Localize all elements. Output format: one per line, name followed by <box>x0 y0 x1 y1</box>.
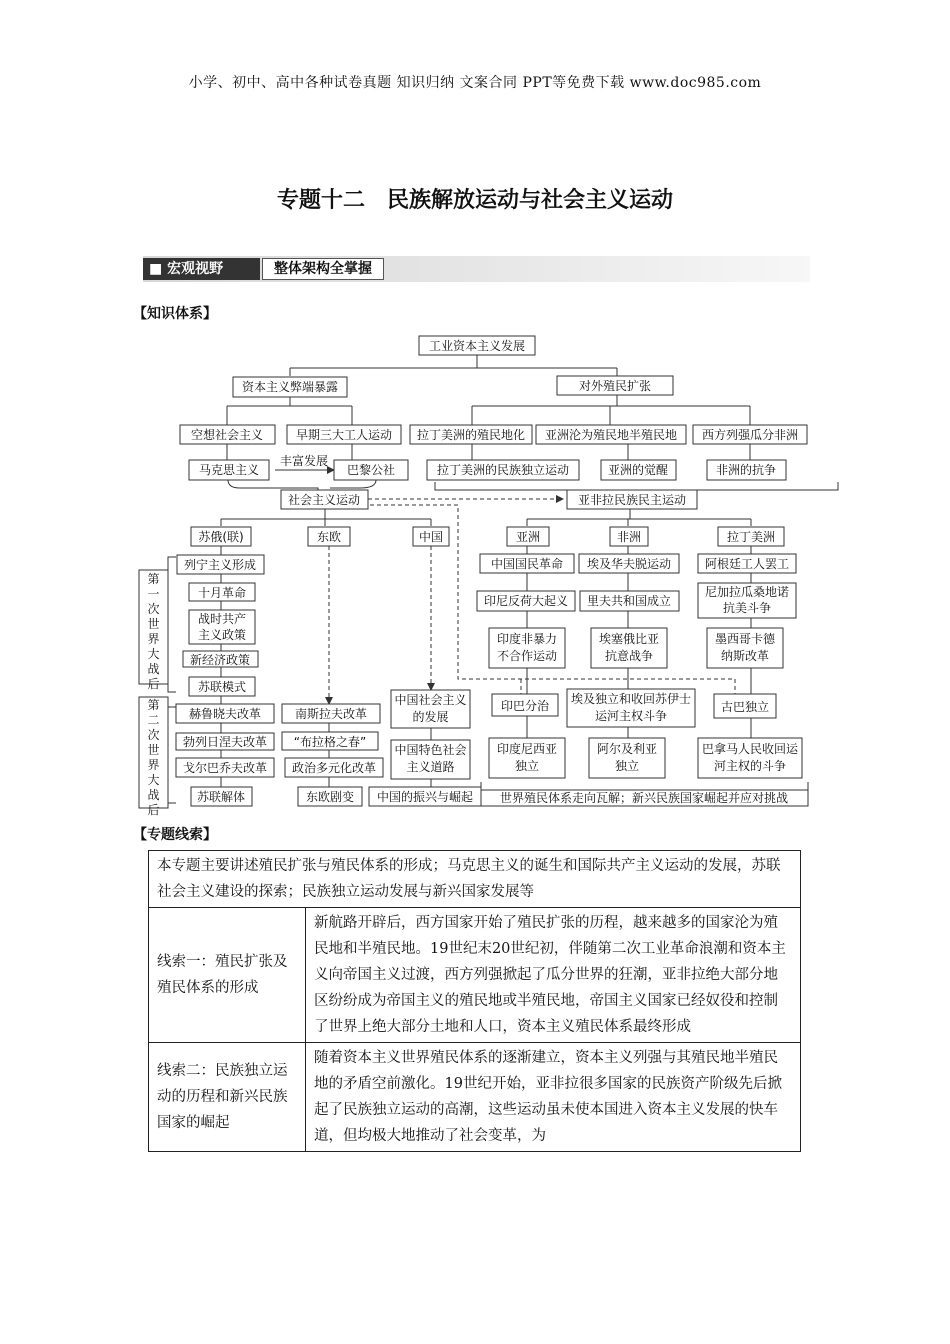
node-afroasian-movement: 亚非拉民族民主运动 <box>577 493 687 507</box>
node-ethiopia: 埃塞俄比亚抗意战争 <box>598 632 659 663</box>
node-october-revolution: 十月革命 <box>197 586 247 600</box>
node-prague-spring: “布拉格之春” <box>293 735 367 749</box>
node-latam-colonized: 拉丁美洲的殖民地化 <box>416 428 526 442</box>
node-africa: 非洲 <box>616 530 642 544</box>
node-socialist-movement: 社会主义运动 <box>287 493 361 507</box>
node-root: 工业资本主义发展 <box>428 339 526 353</box>
node-nep: 新经济政策 <box>189 653 251 667</box>
clue-2-text: 随着资本主义世界殖民体系的逐渐建立，资本主义列强与其殖民地半殖民地的矛盾空前激化。19世纪开始，亚非拉很多国家的民族资产阶级先后掀起了民族独立运动的高潮，这些运动虽未使本国进入资本主义发展的快车道，但均极大地推动了社会变革，为 <box>306 1043 801 1152</box>
clue-1-label: 线索一：殖民扩张及殖民体系的形成 <box>149 908 306 1043</box>
node-ussr-collapse: 苏联解体 <box>196 790 246 804</box>
page-title: 专题十二 民族解放运动与社会主义运动 <box>276 188 673 213</box>
node-east-europe: 东欧 <box>316 530 342 544</box>
node-china: 中国 <box>418 530 444 544</box>
node-algeria: 阿尔及利亚独立 <box>596 742 657 773</box>
node-yugoslavia: 南斯拉夫改革 <box>294 707 368 721</box>
node-rif-republic: 里夫共和国成立 <box>586 594 672 608</box>
node-china-characteristics: 中国特色社会主义道路 <box>394 743 467 774</box>
node-brezhnev: 勃列日涅夫改革 <box>182 735 268 749</box>
section-knowledge-system: 【知识体系】 <box>133 306 217 322</box>
node-suez: 埃及独立和收回苏伊士运河主权斗争 <box>571 692 692 723</box>
label-ww2-after: 第二次世界大战后 <box>147 698 160 817</box>
node-colonial-expansion: 对外殖民扩张 <box>578 379 652 393</box>
table-row <box>149 851 801 908</box>
label-ww1-after: 第一次世界大战后 <box>147 572 160 691</box>
node-indonesia-uprising: 印尼反荷大起义 <box>483 594 569 608</box>
clue-2-label: 线索二：民族独立运动的历程和新兴民族国家的崛起 <box>149 1043 306 1152</box>
label-enrich: 丰富发展 <box>279 454 329 468</box>
node-capitalism-flaws: 资本主义弊端暴露 <box>241 380 339 394</box>
node-india-pakistan: 印巴分治 <box>500 699 550 713</box>
node-political-pluralism: 政治多元化改革 <box>291 761 377 775</box>
node-africa-partition: 西方列强瓜分非洲 <box>701 428 799 442</box>
node-marxism: 马克思主义 <box>198 463 260 477</box>
banner-right-label: 整体架构全掌握 <box>262 258 384 280</box>
node-india-noncoop: 印度非暴力不合作运动 <box>496 632 557 663</box>
node-mexico-cardenas: 墨西哥卡德纳斯改革 <box>714 632 775 663</box>
node-latam-independence: 拉丁美洲的民族独立运动 <box>436 463 570 477</box>
node-indonesia-independence: 印度尼西亚独立 <box>496 742 557 773</box>
node-nicaragua: 尼加拉瓜桑地诺抗美斗争 <box>704 585 789 615</box>
clue-1-text: 新航路开辟后，西方国家开始了殖民扩张的历程，越来越多的国家沦为殖民地和半殖民地。19世纪末20世纪初，伴随第二次工业革命浪潮和资本主义向帝国主义过渡，西方列强掀起了瓜分世界的狂潮，亚非拉绝大部分地区纷纷成为帝国主义的殖民地或半殖民地，帝国主义国家已经奴役和控制了世界上绝大部分土地和人口，资本主义殖民体系最终形成 <box>306 908 801 1043</box>
node-china-socialism-dev: 中国社会主义的发展 <box>394 693 467 724</box>
node-asia-awakening: 亚洲的觉醒 <box>607 463 669 477</box>
node-paris-commune: 巴黎公社 <box>346 463 396 477</box>
page-header: 小学、初中、高中各种试卷真题 知识归纳 文案合同 PPT等免费下载 www.doc985.com <box>188 75 762 91</box>
node-latin-america: 拉丁美洲 <box>726 530 776 544</box>
node-ussr: 苏俄(联) <box>198 530 244 544</box>
node-chinese-revolution: 中国国民革命 <box>490 557 564 571</box>
node-asia: 亚洲 <box>515 530 541 544</box>
node-egypt-wafd: 埃及华夫脱运动 <box>586 557 672 571</box>
table-row <box>149 1043 801 1152</box>
node-world-summary: 世界殖民体系走向瓦解；新兴民族国家崛起并应对挑战 <box>499 791 789 805</box>
node-africa-resistance: 非洲的抗争 <box>715 463 777 477</box>
banner-left-label: ■ 宏观视野 <box>143 258 260 280</box>
node-cuba: 古巴独立 <box>720 700 770 714</box>
node-gorbachev: 戈尔巴乔夫改革 <box>182 761 268 775</box>
node-khrushchev: 赫鲁晓夫改革 <box>188 707 262 721</box>
node-asia-colonized: 亚洲沦为殖民地半殖民地 <box>544 428 678 442</box>
node-china-rise: 中国的振兴与崛起 <box>376 790 474 804</box>
table-row <box>149 908 801 1043</box>
section-clues: 【专题线索】 <box>133 827 217 843</box>
node-leninism: 列宁主义形成 <box>183 558 257 572</box>
node-argentina-strike: 阿根廷工人罢工 <box>704 557 790 571</box>
node-ee-upheaval: 东欧剧变 <box>305 790 355 804</box>
clues-table <box>148 850 801 1152</box>
node-soviet-model: 苏联模式 <box>197 680 247 694</box>
node-early-movements: 早期三大工人运动 <box>295 428 393 442</box>
node-war-communism: 战时共产主义政策 <box>197 612 246 642</box>
clues-intro: 本专题主要讲述殖民扩张与殖民体系的形成；马克思主义的诞生和国际共产主义运动的发展，苏联社会主义建设的探索；民族独立运动发展与新兴国家发展等 <box>149 851 801 908</box>
node-utopian-socialism: 空想社会主义 <box>190 428 264 442</box>
node-panama: 巴拿马人民收回运河主权的斗争 <box>702 742 799 773</box>
